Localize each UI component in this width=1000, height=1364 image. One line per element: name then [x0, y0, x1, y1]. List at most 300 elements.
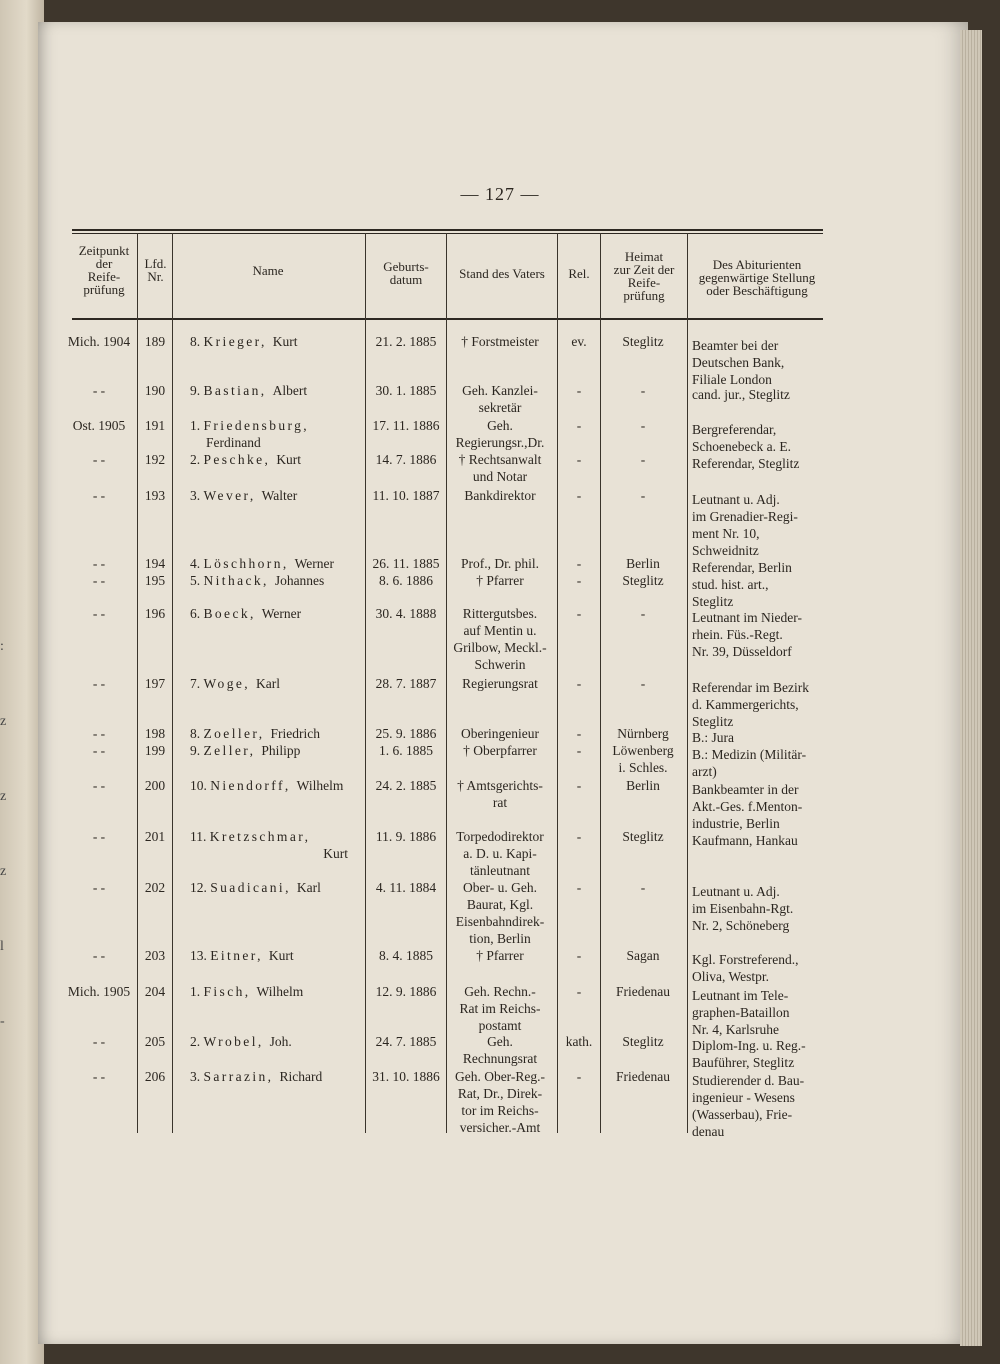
stellung-line: im Eisenbahn-Rgt. [692, 901, 794, 916]
col-sep-7 [687, 233, 688, 1133]
religion: - [576, 676, 582, 691]
stellung-line: Bergreferendar, [692, 422, 777, 437]
reife-zeitpunkt: Mich. 1905 [67, 984, 131, 999]
stand-des-vaters-line: und Notar [472, 469, 528, 484]
heimat-line: Sagan [626, 948, 660, 963]
heimat-line: - [640, 488, 646, 503]
stand-des-vaters [447, 777, 553, 811]
stand-des-vaters [447, 605, 553, 673]
stellung-line: B.: Jura [692, 730, 734, 745]
stellung-line: Schweidnitz [692, 543, 759, 558]
header-lfd-nr: Lfd. Nr. [144, 256, 167, 284]
stellung-line: Steglitz [692, 714, 734, 729]
stand-des-vaters [447, 451, 553, 485]
stellung [692, 421, 827, 455]
heimat-line: Steglitz [622, 573, 664, 588]
stand-des-vaters-line: Prof., Dr. phil. [460, 556, 539, 571]
stand-des-vaters-line: Eisenbahndirek- [455, 914, 545, 929]
geburtsdatum: 30. 1. 1885 [375, 383, 437, 398]
stand-des-vaters [447, 555, 553, 572]
reife-zeitpunkt: - - [92, 573, 106, 588]
stand-des-vaters [447, 382, 553, 416]
lfd-nr: 199 [144, 743, 166, 758]
religion: - [576, 452, 582, 467]
name-cell [190, 487, 368, 504]
stand-des-vaters [447, 333, 553, 350]
given-name: Joh. [269, 1034, 292, 1049]
religion: - [576, 880, 582, 895]
stand-des-vaters [447, 487, 553, 504]
name-number: 1. [190, 418, 204, 433]
heimat-line: Berlin [626, 556, 660, 571]
stellung [692, 559, 827, 576]
heimat-line: Nürnberg [617, 726, 669, 741]
heimat-line: - [640, 452, 646, 467]
heimat [603, 417, 683, 434]
given-name: Werner [261, 606, 302, 621]
stellung [692, 832, 827, 849]
stand-des-vaters-line: Ober- u. Geh. [463, 880, 537, 895]
stellung [692, 576, 827, 610]
reife-zeitpunkt: - - [92, 452, 106, 467]
given-name: Albert [272, 383, 308, 398]
stand-des-vaters-line: rat [492, 795, 508, 810]
given-name: Kurt [272, 334, 298, 349]
religion: - [576, 778, 582, 793]
name-cell [190, 333, 368, 350]
given-name: Wilhelm [296, 778, 344, 793]
surname: Nithack, [203, 573, 269, 588]
heimat-line: - [640, 676, 646, 691]
lfd-nr: 194 [144, 556, 166, 571]
name-cell [190, 675, 368, 692]
given-name-continued: Kurt [323, 846, 348, 861]
geburtsdatum: 4. 11. 1884 [375, 880, 437, 895]
stellung-line: Leutnant im Nieder- [692, 610, 802, 625]
stand-des-vaters-line: sekretär [478, 400, 522, 415]
stellung-line: ingenieur - Wesens [692, 1090, 795, 1105]
surname: Kretzschmar, [209, 829, 311, 844]
stand-des-vaters-line: Regierungsrat [462, 676, 538, 691]
stellung-line: industrie, Berlin [692, 816, 780, 831]
stellung [692, 609, 827, 660]
col-sep-2 [172, 233, 173, 1133]
heimat [603, 555, 683, 572]
given-name-continued: Ferdinand [206, 435, 261, 450]
heimat [603, 742, 683, 776]
reife-zeitpunkt: - - [92, 778, 106, 793]
stand-des-vaters [447, 417, 553, 451]
reife-zeitpunkt: - - [92, 1034, 106, 1049]
name-number: 2. [190, 452, 204, 467]
name-number: 6. [190, 606, 204, 621]
stand-des-vaters-line: Geh. [487, 1034, 513, 1049]
lfd-nr: 198 [144, 726, 166, 741]
stand-des-vaters-line: versicher.-Amt [459, 1120, 541, 1135]
stand-des-vaters [447, 725, 553, 742]
geburtsdatum: 17. 11. 1886 [372, 418, 440, 433]
surname: Niendorff, [210, 778, 291, 793]
header-zeitpunkt: Zeitpunkt der Reife- prüfung [78, 243, 130, 297]
geburtsdatum: 24. 7. 1885 [375, 1034, 437, 1049]
geburtsdatum: 21. 2. 1885 [375, 334, 437, 349]
name-cell [190, 777, 368, 794]
reife-zeitpunkt: Ost. 1905 [72, 418, 126, 433]
stand-des-vaters-line: Bankdirektor [464, 488, 536, 503]
stellung-line: Oliva, Westpr. [692, 969, 770, 984]
religion: - [576, 383, 582, 398]
heimat-line: - [640, 606, 646, 621]
lfd-nr: 193 [144, 488, 166, 503]
heimat-line: - [640, 880, 646, 895]
name-cell [190, 382, 368, 399]
stand-des-vaters-line: Geh. Ober-Reg.- [454, 1069, 546, 1084]
stand-des-vaters-line: † Amtsgerichts- [457, 778, 543, 793]
stellung [692, 679, 827, 730]
surname: Fisch, [203, 984, 251, 999]
header-stellung: Des Abiturienten gegenwärtige Stellung oder Beschäftigung [698, 257, 816, 298]
page-stack-edge [960, 30, 982, 1346]
heimat [603, 487, 683, 504]
heimat [603, 382, 683, 399]
stand-des-vaters-line: tor im Reichs- [461, 1103, 539, 1118]
stand-des-vaters-line: postamt [478, 1018, 522, 1033]
col-sep-5 [557, 233, 558, 1133]
stellung [692, 987, 827, 1038]
heimat [603, 451, 683, 468]
reife-zeitpunkt: - - [92, 676, 106, 691]
name-cell [190, 725, 368, 742]
lfd-nr: 204 [144, 984, 166, 999]
stand-des-vaters-line: † Pfarrer [476, 948, 524, 963]
name-cell [190, 1033, 368, 1050]
heimat [603, 828, 683, 845]
religion: - [576, 606, 582, 621]
heimat-line: Steglitz [622, 1034, 664, 1049]
stellung [692, 746, 827, 780]
stellung [692, 337, 827, 388]
stellung-line: d. Kammergerichts, [692, 697, 799, 712]
col-sep-6 [600, 233, 601, 1133]
reife-zeitpunkt: - - [92, 829, 106, 844]
stand-des-vaters-line: Baurat, Kgl. [466, 897, 534, 912]
stand-des-vaters-line: Rat, Dr., Direk- [457, 1086, 543, 1101]
stellung [692, 781, 827, 832]
heimat [603, 983, 683, 1000]
stand-des-vaters-line: Geh. Rechn.- [464, 984, 536, 999]
stand-des-vaters [447, 742, 553, 759]
reife-zeitpunkt: - - [92, 488, 106, 503]
lfd-nr: 195 [144, 573, 166, 588]
stellung-line: arzt) [692, 764, 717, 779]
heimat [603, 1033, 683, 1050]
given-name: Karl [296, 880, 321, 895]
surname: Krieger, [203, 334, 267, 349]
left-page-marks: : z z z l - [0, 639, 7, 1029]
religion: - [576, 573, 582, 588]
reife-zeitpunkt: - - [92, 383, 106, 398]
heimat [603, 725, 683, 742]
stellung [692, 491, 827, 559]
name-number: 4. [190, 556, 204, 571]
stand-des-vaters-line: Torpedodirektor [456, 829, 544, 844]
name-cell [190, 828, 368, 862]
religion: - [576, 488, 582, 503]
name-number: 13. [190, 948, 211, 963]
header-geburtsdatum: Geburts- datum [383, 259, 429, 287]
stand-des-vaters [447, 983, 553, 1034]
stand-des-vaters-line: Schwerin [474, 657, 526, 672]
stand-des-vaters-line: Grilbow, Meckl.- [453, 640, 547, 655]
stellung-line: graphen-Bataillon [692, 1005, 790, 1020]
stellung-line: Schoenebeck a. E. [692, 439, 791, 454]
stand-des-vaters-line: Rittergutsbes. [462, 606, 538, 621]
geburtsdatum: 31. 10. 1886 [372, 1069, 440, 1084]
stand-des-vaters [447, 879, 553, 947]
stellung-line: Nr. 4, Karlsruhe [692, 1022, 779, 1037]
religion: - [576, 418, 582, 433]
name-cell [190, 417, 368, 451]
stellung-line: Referendar im Bezirk [692, 680, 809, 695]
name-cell [190, 451, 368, 468]
surname: Boeck, [203, 606, 256, 621]
given-name: Friedrich [270, 726, 321, 741]
reife-zeitpunkt: - - [92, 880, 106, 895]
stellung-line: Deutschen Bank, [692, 355, 785, 370]
heimat-line: Steglitz [622, 829, 664, 844]
reife-zeitpunkt: - - [92, 743, 106, 758]
geburtsdatum: 26. 11. 1885 [372, 556, 440, 571]
table-top-rule-thin [72, 233, 823, 234]
heimat [603, 1068, 683, 1085]
stand-des-vaters-line: † Rechtsanwalt [458, 452, 542, 467]
heimat-line: Friedenau [616, 1069, 670, 1084]
stellung-line: Filiale London [692, 372, 772, 387]
surname: Löschhorn, [203, 556, 289, 571]
surname: Eitner, [210, 948, 263, 963]
surname: Zeller, [203, 743, 256, 758]
heimat [603, 605, 683, 622]
surname: Wrobel, [203, 1034, 264, 1049]
geburtsdatum: 8. 4. 1885 [379, 948, 433, 963]
stellung-line: Steglitz [692, 594, 734, 609]
surname: Friedensburg, [203, 418, 310, 433]
stand-des-vaters-line: † Pfarrer [476, 573, 524, 588]
name-number: 12. [190, 880, 211, 895]
religion: - [576, 948, 582, 963]
name-number: 1. [190, 984, 204, 999]
reife-zeitpunkt: - - [92, 1069, 106, 1084]
given-name: Kurt [268, 948, 294, 963]
stellung-line: Kaufmann, Hankau [692, 833, 798, 848]
geburtsdatum: 1. 6. 1885 [379, 743, 433, 758]
name-cell [190, 947, 368, 964]
stand-des-vaters-line: a. D. u. Kapi- [463, 846, 537, 861]
stellung-line: Kgl. Forstreferend., [692, 952, 799, 967]
stand-des-vaters-line: tänleutnant [470, 863, 530, 878]
stand-des-vaters [447, 828, 553, 879]
geburtsdatum: 11. 10. 1887 [372, 488, 440, 503]
surname: Zoeller, [203, 726, 265, 741]
surname: Peschke, [203, 452, 271, 467]
header-name: Name [252, 263, 284, 278]
stellung [692, 1072, 827, 1140]
stellung-line: ment Nr. 10, [692, 526, 760, 541]
name-number: 10. [190, 778, 211, 793]
stellung-line: im Grenadier-Regi- [692, 509, 798, 524]
geburtsdatum: 30. 4. 1888 [375, 606, 437, 621]
surname: Bastian, [203, 383, 267, 398]
header-bottom-rule [72, 318, 823, 320]
name-number: 11. [190, 829, 210, 844]
stand-des-vaters [447, 1068, 553, 1136]
religion: - [576, 743, 582, 758]
geburtsdatum: 14. 7. 1886 [375, 452, 437, 467]
religion: - [576, 1069, 582, 1084]
heimat-line: Friedenau [616, 984, 670, 999]
heimat [603, 777, 683, 794]
lfd-nr: 191 [144, 418, 166, 433]
stellung-line: Diplom-Ing. u. Reg.- [692, 1038, 806, 1053]
given-name: Wilhelm [256, 984, 304, 999]
reife-zeitpunkt: - - [92, 948, 106, 963]
stand-des-vaters-line: Geh. [487, 418, 513, 433]
header-stand-des-vaters: Stand des Vaters [459, 266, 545, 281]
stellung [692, 1037, 827, 1071]
heimat [603, 675, 683, 692]
geburtsdatum: 25. 9. 1886 [375, 726, 437, 741]
reife-zeitpunkt: - - [92, 726, 106, 741]
lfd-nr: 203 [144, 948, 166, 963]
stand-des-vaters-line: Oberingenieur [461, 726, 539, 741]
name-cell [190, 879, 368, 896]
stellung-line: stud. hist. art., [692, 577, 769, 592]
given-name: Johannes [274, 573, 325, 588]
stand-des-vaters [447, 572, 553, 589]
heimat-line: - [640, 383, 646, 398]
header-rel: Rel. [568, 266, 590, 281]
religion: - [576, 984, 582, 999]
name-cell [190, 572, 368, 589]
name-number: 8. [190, 334, 204, 349]
heimat-line: i. Schles. [618, 760, 668, 775]
stellung-line: denau [692, 1124, 725, 1139]
given-name: Karl [256, 676, 281, 691]
reife-zeitpunkt: - - [92, 556, 106, 571]
stand-des-vaters-line: † Forstmeister [461, 334, 539, 349]
name-number: 8. [190, 726, 204, 741]
given-name: Werner [294, 556, 335, 571]
name-number: 2. [190, 1034, 204, 1049]
name-cell [190, 742, 368, 759]
stand-des-vaters-line: Regierungsr.,Dr. [455, 435, 545, 450]
stellung-line: (Wasserbau), Frie- [692, 1107, 793, 1122]
name-number: 9. [190, 743, 204, 758]
surname: Suadicani, [210, 880, 291, 895]
name-number: 9. [190, 383, 204, 398]
geburtsdatum: 24. 2. 1885 [375, 778, 437, 793]
stand-des-vaters-line: auf Mentin u. [463, 623, 537, 638]
surname: Sarrazin, [203, 1069, 274, 1084]
surname: Woge, [203, 676, 251, 691]
stand-des-vaters-line: Rechnungsrat [462, 1051, 538, 1066]
stellung-line: Bauführer, Steglitz [692, 1055, 795, 1070]
heimat [603, 879, 683, 896]
stellung-line: Referendar, Steglitz [692, 456, 800, 471]
stellung-line: rhein. Füs.-Regt. [692, 627, 783, 642]
stand-des-vaters-line: Rat im Reichs- [459, 1001, 541, 1016]
religion: ev. [571, 334, 587, 349]
geburtsdatum: 12. 9. 1886 [375, 984, 437, 999]
stellung [692, 883, 827, 934]
religion: kath. [565, 1034, 593, 1049]
stellung-line: Nr. 2, Schöneberg [692, 918, 790, 933]
name-number: 5. [190, 573, 204, 588]
name-cell [190, 1068, 368, 1085]
lfd-nr: 190 [144, 383, 166, 398]
lfd-nr: 206 [144, 1069, 166, 1084]
lfd-nr: 205 [144, 1034, 166, 1049]
stellung [692, 455, 827, 472]
name-number: 7. [190, 676, 204, 691]
stand-des-vaters-line: Geh. Kanzlei- [462, 383, 538, 398]
name-cell [190, 605, 368, 622]
heimat-line: - [640, 418, 646, 433]
heimat [603, 947, 683, 964]
stand-des-vaters-line: tion, Berlin [469, 931, 531, 946]
stellung-line: cand. jur., Steglitz [692, 387, 790, 402]
heimat-line: Löwenberg [612, 743, 674, 758]
stand-des-vaters [447, 1033, 553, 1067]
given-name: Philipp [261, 743, 301, 758]
heimat [603, 572, 683, 589]
stand-des-vaters-line: † Oberpfarrer [463, 743, 537, 758]
lfd-nr: 196 [144, 606, 166, 621]
lfd-nr: 201 [144, 829, 166, 844]
stellung-line: Leutnant u. Adj. [692, 492, 780, 507]
stellung-line: Referendar, Berlin [692, 560, 792, 575]
page-number: — 127 — [460, 184, 540, 204]
lfd-nr: 202 [144, 880, 166, 895]
stellung-line: Bankbeamter in der [692, 782, 799, 797]
lfd-nr: 189 [144, 334, 166, 349]
name-cell [190, 555, 368, 572]
religion: - [576, 726, 582, 741]
stellung-line: Nr. 39, Düsseldorf [692, 644, 792, 659]
stellung-line: B.: Medizin (Militär- [692, 747, 807, 762]
name-number: 3. [190, 1069, 204, 1084]
geburtsdatum: 8. 6. 1886 [379, 573, 433, 588]
surname: Wever, [203, 488, 256, 503]
religion: - [576, 829, 582, 844]
stellung-line: Leutnant im Tele- [692, 988, 789, 1003]
given-name: Richard [279, 1069, 323, 1084]
stellung [692, 386, 827, 403]
stand-des-vaters [447, 675, 553, 692]
name-cell [190, 983, 368, 1000]
stellung-line: Akt.-Ges. f.Menton- [692, 799, 803, 814]
stellung [692, 951, 827, 985]
religion: - [576, 556, 582, 571]
geburtsdatum: 11. 9. 1886 [375, 829, 437, 844]
table-top-rule [72, 229, 823, 231]
heimat-line: Berlin [626, 778, 660, 793]
name-number: 3. [190, 488, 204, 503]
geburtsdatum: 28. 7. 1887 [375, 676, 437, 691]
reife-zeitpunkt: Mich. 1904 [67, 334, 131, 349]
stellung-line: Leutnant u. Adj. [692, 884, 780, 899]
heimat [603, 333, 683, 350]
